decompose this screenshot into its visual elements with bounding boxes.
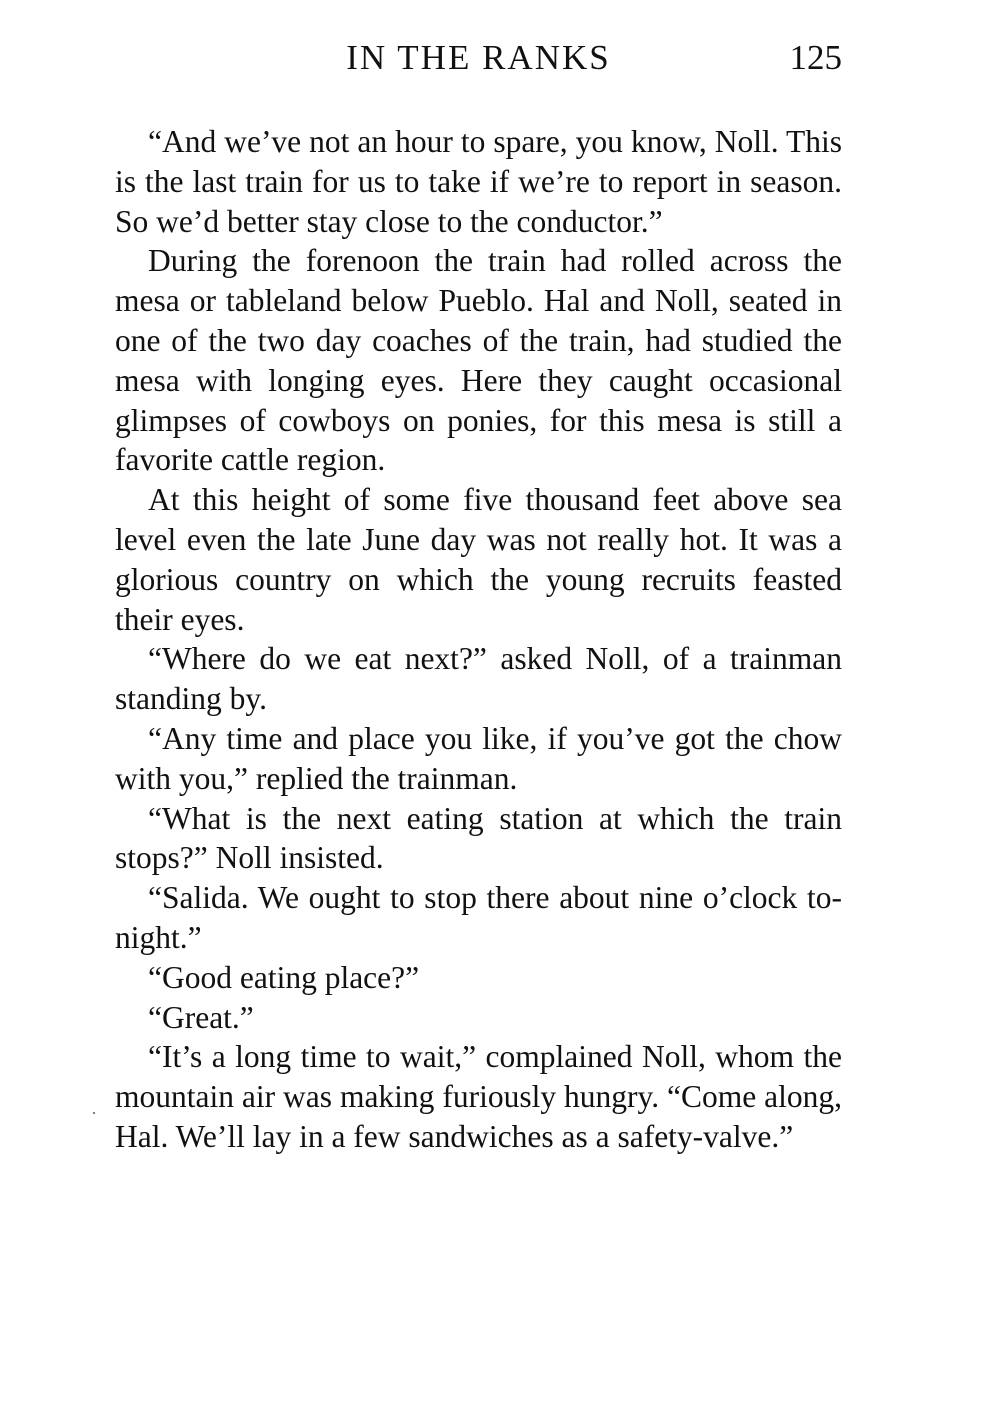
paragraph: “And we’ve not an hour to spare, you know, Noll. This is the last train for us to take if we’re to report in season. So we’d better stay close to the conductor.” (115, 124, 842, 239)
paragraph: During the forenoon the train had rolled across the mesa or tableland below Pueblo. Hal and Noll, seated in one of the two day coaches of the train, had studied the mesa with longing eyes. Here they caught occasional glimpses of cowboys on ponies, for this mesa is still a favorite cattle region. (115, 243, 842, 478)
paragraph: “Any time and place you like, if you’ve got the chow with you,” replied the trainman. (115, 720, 842, 796)
paragraph: “Salida. We ought to stop there about nine o’clock to-night.” (115, 880, 842, 955)
body-text (115, 122, 842, 1157)
paragraph: At this height of some five thousand feet above sea level even the late June day was not really hot. It was a glorious country on which the young recruits feasted their eyes. (115, 482, 842, 637)
running-title: IN THE RANKS (346, 38, 611, 77)
paragraph: “Where do we eat next?” asked Noll, of a trainman standing by. (115, 641, 842, 717)
print-speck (93, 1112, 95, 1114)
paragraph: “What is the next eating station at which the train stops?” Noll insisted. (115, 800, 842, 876)
paragraph: “Great.” (148, 999, 254, 1035)
paragraph: “It’s a long time to wait,” complained Noll, whom the mountain air was making furiously hungry. “Come along, Hal. We’ll lay in a few sandwiches as a safety-valve.” (115, 1039, 842, 1154)
page-number: 125 (789, 38, 842, 77)
page-header (115, 38, 842, 86)
paragraph: “Good eating place?” (148, 959, 420, 995)
